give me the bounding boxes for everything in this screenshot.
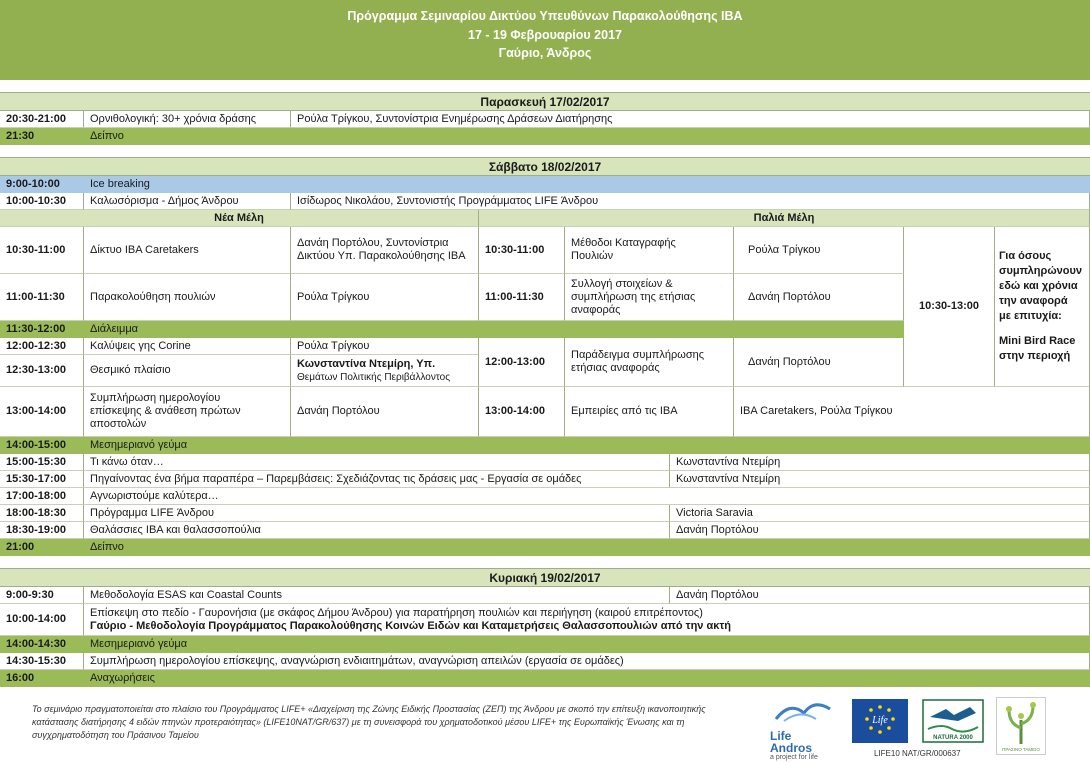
- eu-stars-icon: [852, 699, 908, 743]
- person-cell: IBA Caretakers, Ρούλα Τρίγκου: [734, 387, 1090, 437]
- activity-line: επίσκεψης & ανάθεση πρώτων: [90, 405, 241, 417]
- person-line: Δανάη Πορτόλου, Συντονίστρια: [297, 237, 449, 249]
- person-line: Κωνσταντίνα Ντεμίρη, Υπ.: [297, 357, 436, 370]
- activity-cell: Καλύψεις γης Corine: [84, 338, 291, 355]
- activity-cell: Μεσημεριανό γεύμα: [84, 437, 1090, 454]
- life-andros-logo: [770, 697, 836, 761]
- activity-cell: Θεσμικό πλαίσιο: [84, 355, 291, 387]
- green-fund-logo: [996, 697, 1046, 755]
- time-cell: 15:30-17:00: [0, 471, 84, 488]
- extra-time-cell: 10:30-13:00: [904, 227, 995, 387]
- eu-life-text: Life: [872, 715, 888, 726]
- time-cell: 12:30-13:00: [0, 355, 84, 387]
- natura-bird-icon: [922, 699, 984, 743]
- activity-cell: Παρακολούθηση πουλιών: [84, 274, 291, 321]
- activity-cell: Ice breaking: [84, 176, 1090, 193]
- activity-cell: Δείπνο: [84, 539, 1090, 556]
- person-cell: Δανάη Πορτόλου: [734, 274, 904, 321]
- time-cell: 21:00: [0, 539, 84, 556]
- time-cell: 9:00-9:30: [0, 587, 84, 604]
- time-cell: 9:00-10:00: [0, 176, 84, 193]
- header-title: Πρόγραμμα Σεμιναρίου Δικτύου Υπευθύνων Παρακολούθησης IBA: [347, 9, 743, 23]
- extra-line: συμπληρώνουν: [999, 265, 1082, 277]
- person-cell: Ρούλα Τρίγκου: [291, 274, 479, 321]
- old-members-header: Παλιά Μέλη: [479, 210, 1090, 227]
- activity-line: Παράδειγμα συμπλήρωσης: [571, 349, 705, 361]
- activity-line: Γαύριο - Μεθοδολογία Προγράμματος Παρακολούθησης Κοινών Ειδών και Καταμετρήσεις Θαλασσοπουλιών από την ακτή: [90, 619, 731, 632]
- time-cell: 14:00-14:30: [0, 636, 84, 653]
- person-cell: Ρούλα Τρίγκου: [291, 338, 479, 355]
- activity-cell: Αναχωρήσεις: [84, 670, 1090, 687]
- time-cell: 10:00-14:00: [0, 604, 84, 636]
- activity-cell: [84, 604, 1090, 636]
- activity-cell: Θαλάσσιες IBA και θαλασσοπούλια: [84, 522, 670, 539]
- activity-line: αποστολών: [90, 418, 147, 430]
- activity-cell: [84, 387, 291, 437]
- person-cell: Ισίδωρος Νικολάου, Συντονιστής Προγράμματος LIFE Άνδρου: [291, 193, 1090, 210]
- activity-cell: Μεθοδολογία ESAS και Coastal Counts: [84, 587, 670, 604]
- funding-note: Το σεμινάριο πραγματοποιείται στο πλαίσιο του Προγράμματος LIFE+ «Διαχείριση της Ζώνης Ειδικής Προστασίας (ΖΕΠ) της Άνδρου με σκοπό την επίτευξη ικανοποιητικής κατάστασης διατήρησης 4 ειδών πτηνών προτεραιότητας» (LIFE10NAT/GR/637) με τη συνεισφορά του χρηματοδοτικού μέσου LIFE+ της Ευρωπαϊκής Ένωσης και τη συγχρηματοδότηση του Πράσινου Ταμείου: [32, 704, 706, 740]
- time-cell: 18:00-18:30: [0, 505, 84, 522]
- life-andros-text: Life Andros: [770, 729, 812, 755]
- activity-cell: Πρόγραμμα LIFE Άνδρου: [84, 505, 670, 522]
- time-cell: 14:00-15:00: [0, 437, 84, 454]
- person-cell: Ρούλα Τρίγκου: [734, 227, 904, 274]
- time-cell: 11:30-12:00: [0, 321, 84, 338]
- activity-line: συμπλήρωση της ετήσιας: [571, 290, 696, 303]
- time-cell: 20:30-21:00: [0, 111, 84, 128]
- extra-line: εδώ και χρόνια: [999, 280, 1078, 292]
- day-header-friday: Παρασκευή 17/02/2017: [0, 92, 1090, 111]
- activity-cell: Τι κάνω όταν…: [84, 454, 670, 471]
- life-project-code: LIFE10 NAT/GR/000637: [874, 749, 961, 758]
- time-cell: 15:00-15:30: [0, 454, 84, 471]
- person-line: Δικτύου Υπ. Παρακολούθησης IBA: [297, 250, 466, 262]
- person-cell: Victoria Saravia: [670, 505, 1090, 522]
- day-header-sunday: Κυριακή 19/02/2017: [0, 568, 1090, 587]
- activity-line: Συμπλήρωση ημερολογίου: [90, 392, 221, 404]
- page-header: [0, 0, 1090, 80]
- person-cell: Δανάη Πορτόλου: [670, 587, 1090, 604]
- person-line: Θεμάτων Πολιτικής Περιβάλλοντος: [297, 371, 451, 383]
- time-cell: 11:00-11:30: [0, 274, 84, 321]
- activity-cell: Καλωσόρισμα - Δήμος Άνδρου: [84, 193, 291, 210]
- activity-line: Συλλογή στοιχείων &: [571, 277, 673, 290]
- activity-cell: Δείπνο: [84, 128, 1090, 145]
- activity-line: αναφοράς: [571, 303, 621, 316]
- day-header-saturday: Σάββατο 18/02/2017: [0, 157, 1090, 176]
- person-cell: Κωνσταντίνα Ντεμίρη: [670, 454, 1090, 471]
- activity-cell: Μεσημεριανό γεύμα: [84, 636, 1090, 653]
- time-cell: 21:30: [0, 128, 84, 145]
- activity-cell: [565, 274, 734, 321]
- tree-icon: [997, 698, 1045, 754]
- activity-line: Πουλιών: [571, 250, 614, 262]
- time-cell: 13:00-14:00: [0, 387, 84, 437]
- person-cell: Ρούλα Τρίγκου, Συντονίστρια Ενημέρωσης Δράσεων Διατήρησης: [291, 111, 1090, 128]
- activity-line: Επίσκεψη στο πεδίο - Γαυρονήσια (με σκάφος Δήμου Άνδρου) για παρατήρηση πουλιών και περιήγηση (καιρού επιτρέποντος): [90, 606, 703, 619]
- extra-line: την αναφορά: [999, 295, 1068, 307]
- activity-cell: Εμπειρίες από τις IBA: [565, 387, 734, 437]
- activity-cell: Αγνωριστούμε καλύτερα…: [84, 488, 1090, 505]
- natura-2000-logo: [922, 699, 984, 743]
- extra-line: Για όσους: [999, 250, 1052, 262]
- person-cell: [291, 355, 479, 387]
- activity-cell: [565, 338, 734, 387]
- extra-line: Mini Bird Race: [999, 335, 1076, 347]
- activity-cell: Πηγαίνοντας ένα βήμα παραπέρα – Παρεμβάσεις: Σχεδιάζοντας τις δράσεις μας - Εργασία σε ομάδες: [84, 471, 670, 488]
- header-location: Γαύριο, Άνδρος: [498, 46, 592, 60]
- time-cell: 12:00-12:30: [0, 338, 84, 355]
- activity-cell: Δίκτυο IBA Caretakers: [84, 227, 291, 274]
- new-members-header: Νέα Μέλη: [0, 210, 479, 227]
- person-cell: Δανάη Πορτόλου: [291, 387, 479, 437]
- extra-line: με επιτυχία:: [999, 310, 1062, 322]
- natura-text: NATURA 2000: [933, 735, 973, 741]
- time-cell: 14:30-15:30: [0, 653, 84, 670]
- time-cell: 11:00-11:30: [479, 274, 565, 321]
- person-cell: Δανάη Πορτόλου: [734, 338, 904, 387]
- extra-line: στην περιοχή: [999, 350, 1071, 362]
- time-cell: 17:00-18:00: [0, 488, 84, 505]
- activity-cell: [565, 227, 734, 274]
- eu-life-logo: [852, 699, 908, 743]
- header-dates: 17 - 19 Φεβρουαρίου 2017: [468, 28, 622, 42]
- life-andros-tagline: a project for life: [770, 754, 818, 761]
- person-cell: Κωνσταντίνα Ντεμίρη: [670, 471, 1090, 488]
- time-cell: 10:30-11:00: [479, 227, 565, 274]
- time-cell: 10:00-10:30: [0, 193, 84, 210]
- green-fund-text: ΠΡΑΣΙΝΟ ΤΑΜΕΙΟ: [1002, 747, 1040, 752]
- activity-cell: Διάλειμμα: [84, 321, 904, 338]
- bird-icon: [770, 697, 836, 725]
- time-cell: 16:00: [0, 670, 84, 687]
- activity-line: Μέθοδοι Καταγραφής: [571, 237, 676, 249]
- person-cell: Δανάη Πορτόλου: [670, 522, 1090, 539]
- time-cell: 13:00-14:00: [479, 387, 565, 437]
- time-cell: 12:00-13:00: [479, 338, 565, 387]
- activity-line: ετήσιας αναφοράς: [571, 362, 660, 374]
- person-cell: [291, 227, 479, 274]
- activity-cell: Συμπλήρωση ημερολογίου επίσκεψης, αναγνώριση ενδιαιτημάτων, αναγνώριση απειλών (εργασία σε ομάδες): [84, 653, 1090, 670]
- extra-activity-cell: [995, 227, 1090, 387]
- time-cell: 10:30-11:00: [0, 227, 84, 274]
- time-cell: 18:30-19:00: [0, 522, 84, 539]
- activity-cell: Ορνιθολογική: 30+ χρόνια δράσης: [84, 111, 291, 128]
